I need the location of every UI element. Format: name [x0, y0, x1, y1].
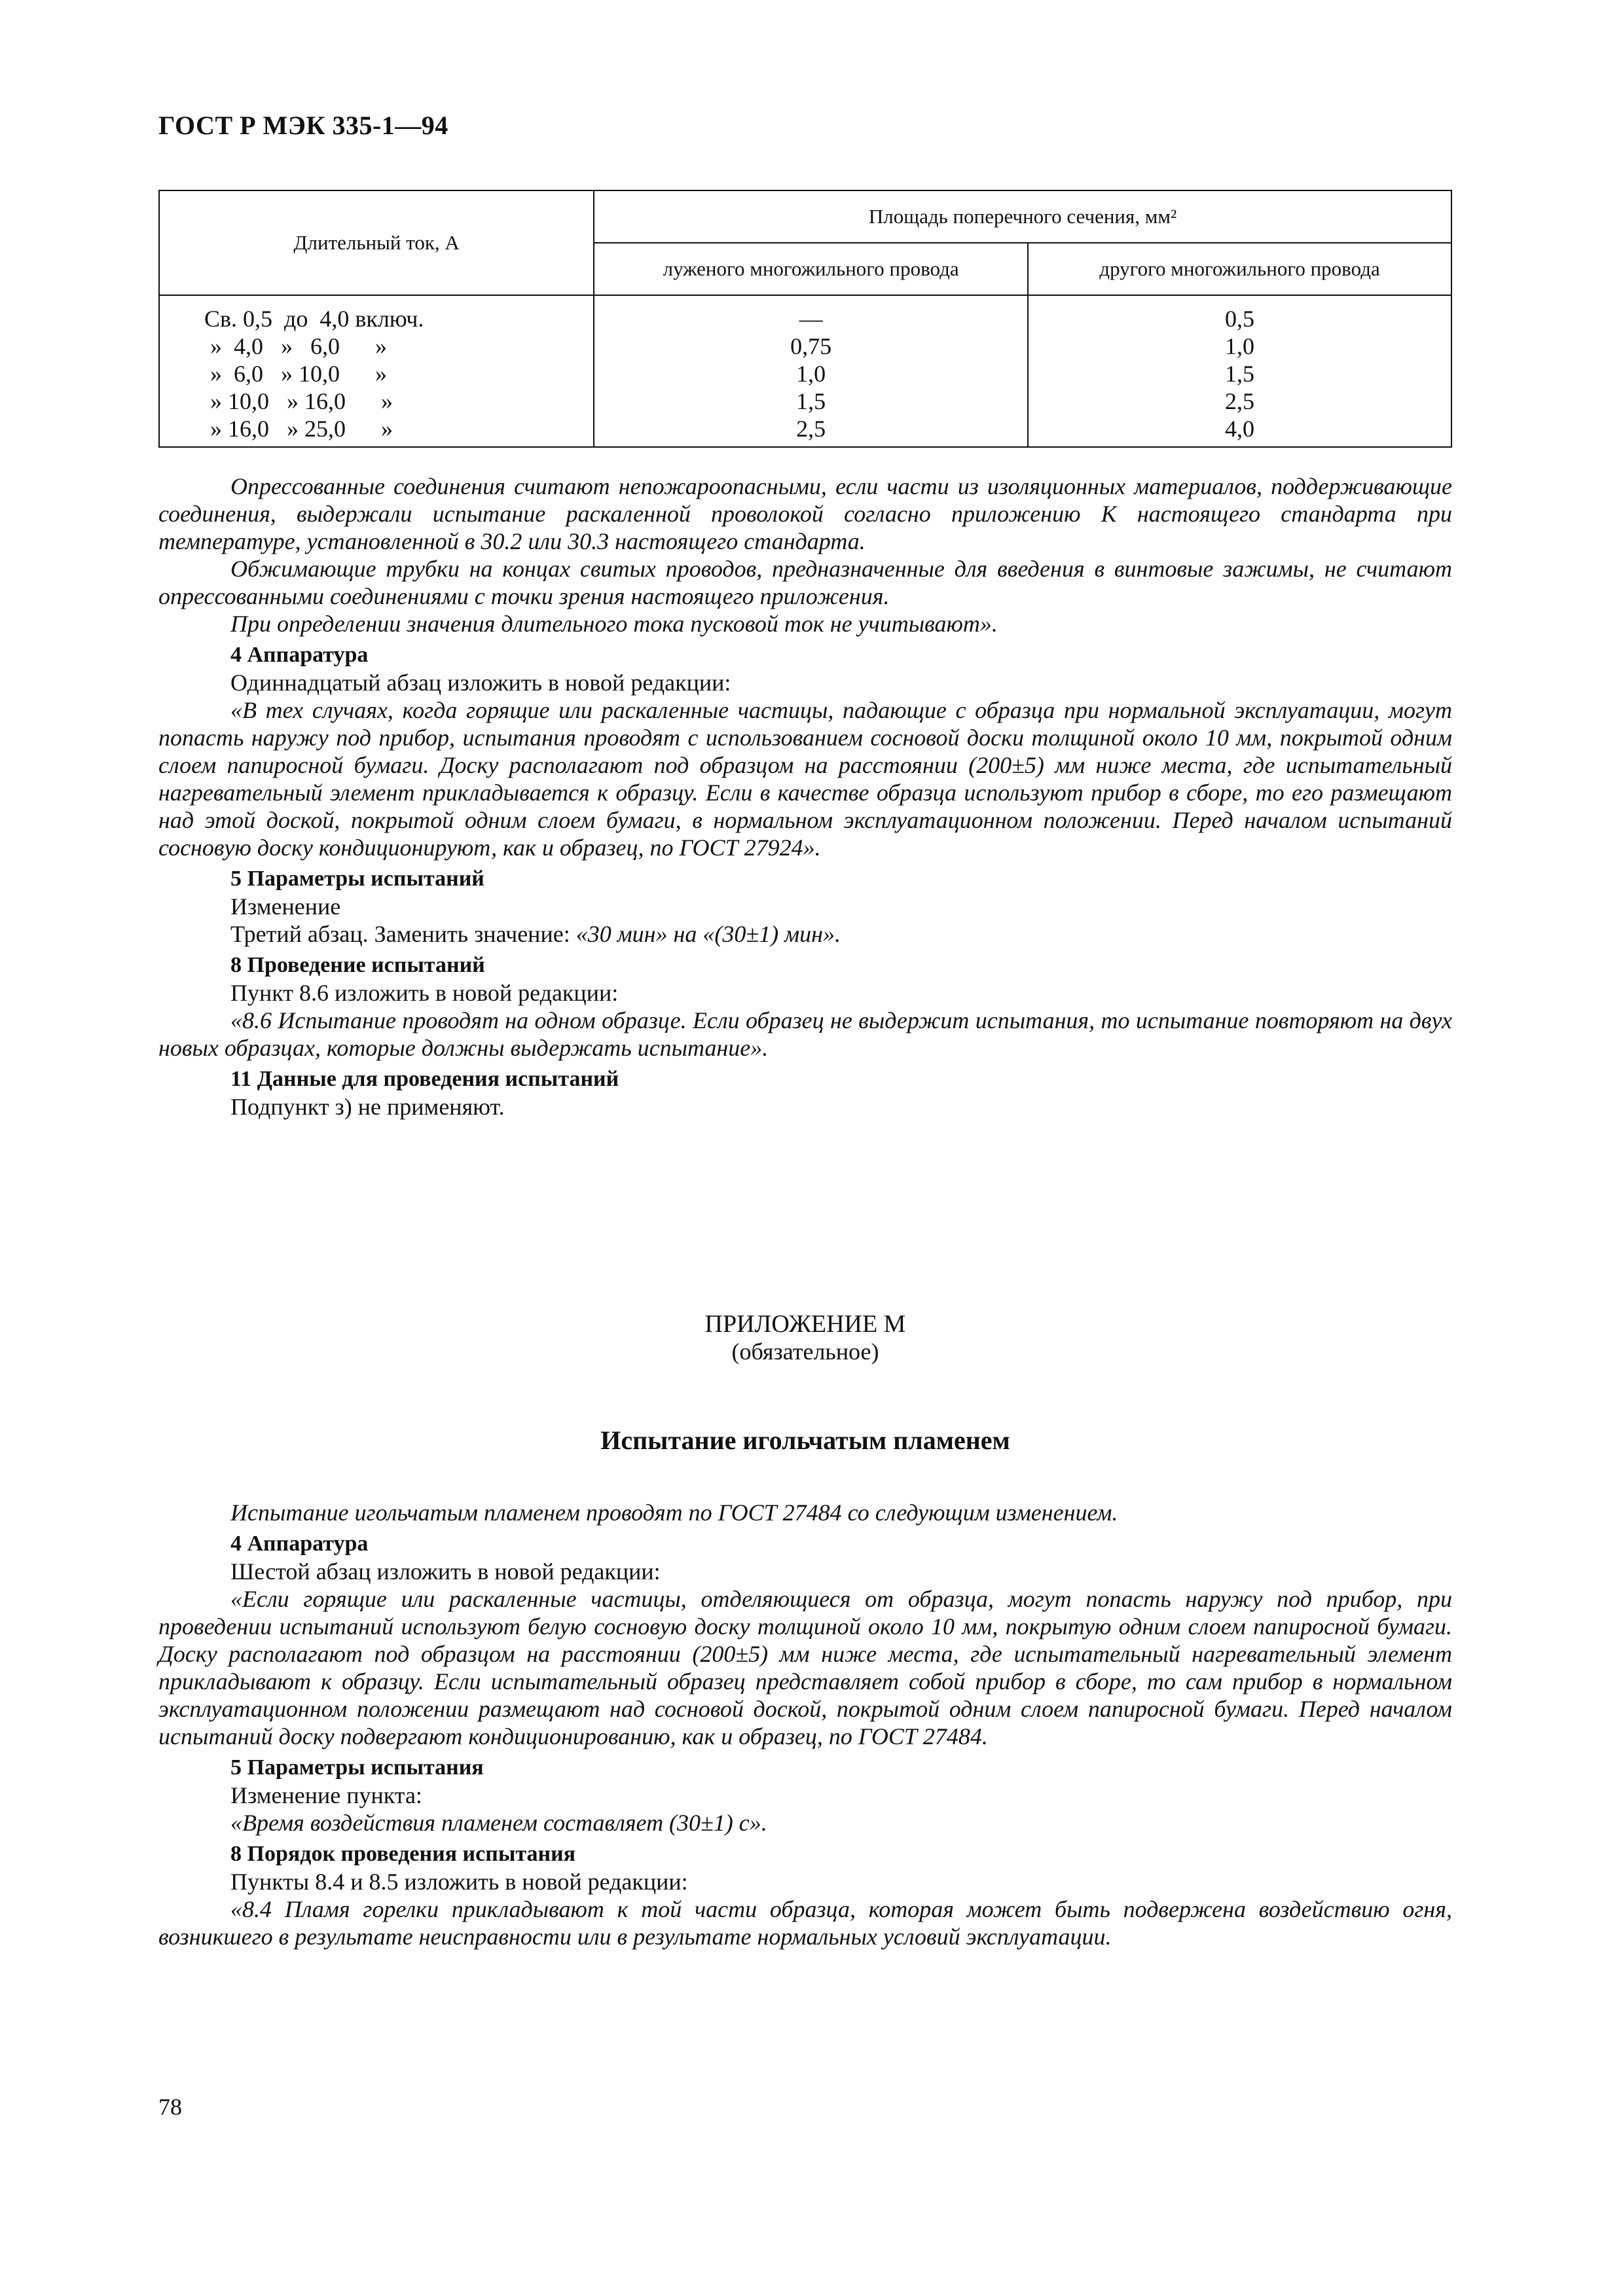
- table-cell: » 4,0 » 6,0 »: [204, 333, 387, 359]
- table-cell: » 6,0 » 10,0 »: [204, 361, 387, 387]
- table-body: [159, 295, 1451, 447]
- paragraph: Изменение: [230, 893, 341, 920]
- other-column: [1028, 295, 1451, 447]
- paragraph: Подпункт з) не применяют.: [230, 1094, 505, 1120]
- section-heading: 5 Параметры испытаний: [230, 867, 484, 891]
- section-heading: 5 Параметры испытания: [230, 1755, 484, 1780]
- paragraph: При определении значения длительного тока пусковой ток не учитывают».: [230, 611, 998, 637]
- appendix-status: (обязательное): [731, 1338, 879, 1365]
- table-cell: 0,5: [1225, 306, 1255, 332]
- appendix-title: Испытание игольчатым пламенем: [600, 1426, 1010, 1455]
- table-cell: —: [799, 306, 823, 332]
- section-heading: 4 Аппаратура: [230, 643, 369, 667]
- quote-paragraph: «Время воздействия пламенем составляет (30±1) с».: [230, 1810, 767, 1836]
- section-annex-l-continuation: [158, 473, 1452, 1121]
- table-cell: Св. 0,5 до 4,0 включ.: [204, 306, 424, 332]
- appendix-label: ПРИЛОЖЕНИЕ М: [704, 1310, 906, 1338]
- paragraph: Шестой абзац изложить в новой редакции:: [230, 1558, 661, 1585]
- document-header: ГОСТ Р МЭК 335-1—94: [158, 111, 448, 140]
- quote-paragraph: «В тех случаях, когда горящие или раскаленные частицы, падающие с образца при нормальной эксплуатации, могут попасть наружу под прибор, испытания проводят с использованием сосновой доски толщиной около 10 мм, покрытой одним слоем папиросной бумаги. Доску располагают под образцом на расстоянии (200±5) мм ниже места, где испытательный нагревательный элемент прикладывается к образцу. Если в качестве образца используют прибор в сборе, то его размещают над этой доской, покрытой одним слоем бумаги, в нормальном эксплуатационном положении. Перед началом испытаний сосновую доску кондиционируют, как и образец, по ГОСТ 27924».: [158, 697, 1452, 861]
- tinned-column: [594, 295, 1028, 447]
- quote-paragraph: «8.6 Испытание проводят на одном образце. Если образец не выдержит испытания, то испытание повторяют на двух новых образцах, которые должны выдержать испытание».: [158, 1007, 1452, 1061]
- paragraph: [158, 920, 1452, 948]
- section-heading: 11 Данные для проведения испытаний: [230, 1067, 619, 1091]
- quote-paragraph: «Если горящие или раскаленные частицы, отделяющиеся от образца, могут попасть наружу под прибор, при проведении испытаний используют белую сосновую доску толщиной около 10 мм, покрытую одним слоем папиросной бумаги. Доску располагают под образцом на расстоянии (200±5) мм ниже места, где испытательный нагревательный элемент прикладывают к образцу. Если испытательный образец представляет собой прибор в сборе, то сам прибор в нормальном эксплуатационном положении размещают над сосновой доской, покрытой одним слоем папиросной бумаги. Перед началом испытаний доску подвергают кондиционированию, как и образец, по ГОСТ 27484.: [158, 1586, 1452, 1749]
- col-tinned-header: луженого многожильного провода: [594, 243, 1028, 295]
- table-cell: 1,0: [796, 361, 826, 387]
- paragraph: Одиннадцатый абзац изложить в новой редакции:: [230, 670, 731, 696]
- table-cell: 2,5: [796, 416, 826, 442]
- table-cell: 2,5: [1225, 388, 1255, 414]
- paragraph: Изменение пункта:: [230, 1782, 422, 1808]
- section-heading: 4 Аппаратура: [230, 1532, 369, 1556]
- paragraph-text: Третий абзац. Заменить значение:: [230, 921, 576, 947]
- col-current-header: Длительный ток, А: [159, 190, 594, 295]
- section-heading: 8 Порядок проведения испытания: [230, 1842, 576, 1866]
- appendix-title-block: [158, 1427, 1452, 1454]
- table-cell: » 10,0 » 16,0 »: [204, 388, 393, 414]
- appendix-heading-block: [158, 1310, 1452, 1365]
- table-cell: 4,0: [1225, 416, 1255, 442]
- col-group-header: Площадь поперечного сечения, мм²: [594, 190, 1451, 243]
- quote-paragraph: «8.4 Пламя горелки прикладывают к той части образца, которая может быть подвержена воздействию огня, возникшего в результате неисправности или в результате нормальных условий эксплуатации.: [158, 1896, 1452, 1950]
- paragraph: Обжимающие трубки на концах свитых проводов, предназначенные для введения в винтовые зажимы, не считают опрессованными соединениями с точки зрения настоящего приложения.: [158, 556, 1452, 609]
- table-cell: 1,0: [1225, 333, 1255, 359]
- paragraph: Пункт 8.6 изложить в новой редакции:: [230, 980, 619, 1006]
- table-cell: 0,75: [790, 333, 832, 359]
- paragraph: Испытание игольчатым пламенем проводят по ГОСТ 27484 со следующим изменением.: [230, 1499, 1118, 1526]
- paragraph: Пункты 8.4 и 8.5 изложить в новой редакции:: [230, 1869, 688, 1895]
- section-heading: 8 Проведение испытаний: [230, 953, 485, 977]
- table-cell: 1,5: [1225, 361, 1255, 387]
- page-number: 78: [158, 2094, 182, 2120]
- paragraph: Опрессованные соединения считают непожароопасными, если части из изоляционных материалов, поддерживающие соединения, выдержали испытание раскаленной проволокой согласно приложению К настоящего стандарта при температуре, установленной в 30.2 или 30.3 настоящего стандарта.: [158, 473, 1452, 554]
- paragraph-italic-text: «30 мин» на «(30±1) мин».: [575, 921, 841, 947]
- col-other-header: другого многожильного провода: [1028, 243, 1451, 295]
- cross-section-table: [158, 190, 1452, 448]
- table-cell: » 16,0 » 25,0 »: [204, 416, 393, 442]
- table-cell: 1,5: [796, 388, 826, 414]
- section-annex-m: [158, 1499, 1452, 1950]
- current-column: [159, 295, 594, 447]
